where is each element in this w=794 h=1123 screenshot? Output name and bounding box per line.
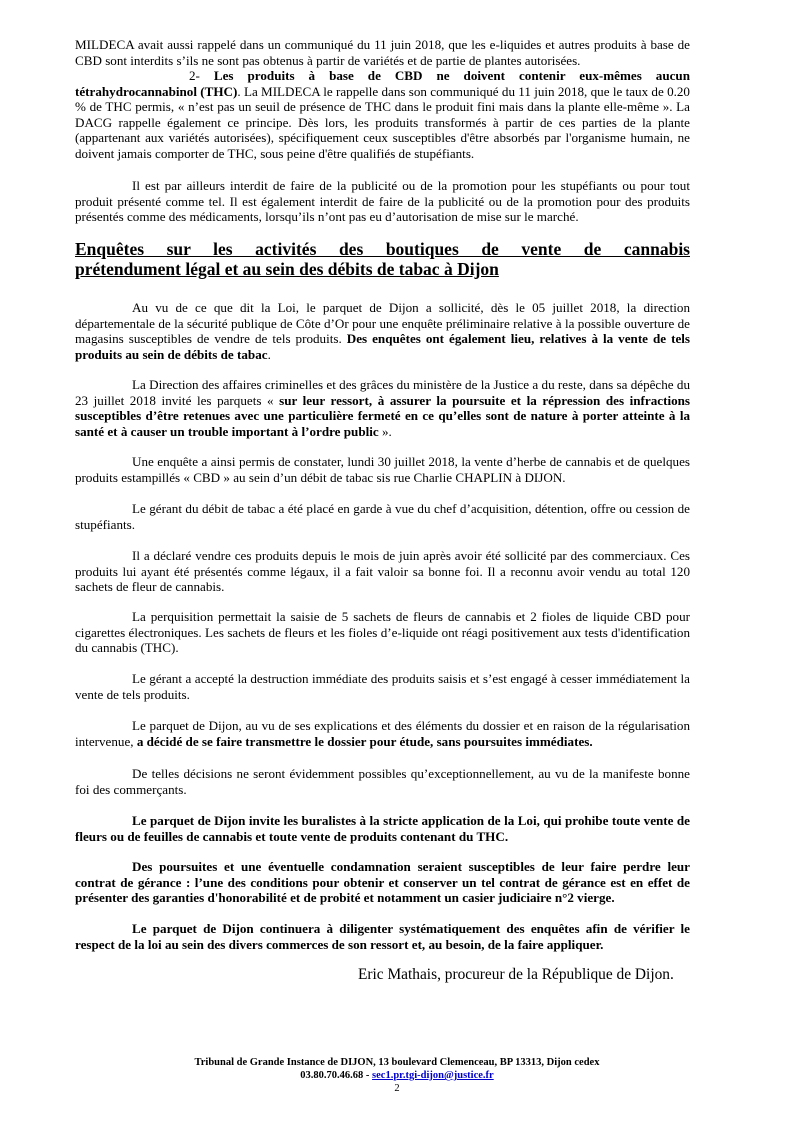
section-heading: [75, 240, 690, 279]
page-footer: [0, 1056, 794, 1095]
intro-paragraph-3: Il est par ailleurs interdit de faire de la publicité ou de la promotion pour les stupéfiants ou pour tout produit présenté comme tel. Il est également interdit de faire de la publicité ou de la promotion pour des produits présentés comme des médicaments, lorsqu’ils n’ont pas eu d’autorisation de mise sur le marché.: [75, 178, 690, 225]
list-number: 2-: [189, 68, 214, 83]
intro-paragraph-2: 2- Les produits à base de CBD ne doivent contenir eux-mêmes aucun tétrahydrocannabinol (THC). La MILDECA le rappelle dans son communiqué du 11 juin 2018, que le taux de 0.20 % de THC permis, « n’est pas un seuil de présence de THC dans le produit fini mais dans la plante elle-même ». La DACG rappelle également ce principe. Dès lors, les produits transformés à partir de ces parties de la plante (appartenant aux variétés autorisées), spécifiquement ceux susceptibles d'être absorbés par l'organisme humain, ne doivent jamais comporter de THC, sous peine d'être qualifiés de stupéfiants.: [75, 68, 690, 161]
body-paragraph-11: Le parquet de Dijon, au vu de ses explications et des éléments du dossier et en raison de la régularisation intervenue, a décidé de se faire transmettre le dossier pour étude, sans poursuites immédiates.: [75, 718, 690, 749]
footer-address: Tribunal de Grande Instance de DIJON, 13 boulevard Clemenceau, BP 13313, Dijon cedex: [194, 1057, 600, 1068]
footer-contact: [0, 1069, 794, 1082]
body-paragraph-5: La Direction des affaires criminelles et des grâces du ministère de la Justice a du reste, dans sa dépêche du 23 juillet 2018 invité les parquets « sur leur ressort, à assurer la poursuite et la répression des infractions susceptibles d’être retenues avec une particulière fermeté en ce qu’elles sont de nature à porter atteinte à la santé et à causer un trouble important à l’ordre public ».: [75, 377, 691, 439]
body-paragraph-10: Le gérant a accepté la destruction immédiate des produits saisis et s’est engagé à cesser immédiatement la vente de tels produits.: [75, 671, 690, 702]
body-paragraph-12: De telles décisions ne seront évidemment possibles qu’exceptionnellement, au vu de la manifeste bonne foi des commerçants.: [75, 766, 690, 797]
body-paragraph-4: Au vu de ce que dit la Loi, le parquet de Dijon a sollicité, dès le 05 juillet 2018, la direction départementale de la sécurité publique de Côte d’Or pour une enquête préliminaire relative à la possible ouverture de magasins susceptibles de vendre de tels produits. Des enquêtes ont également lieu, relatives à la vente de tels produits au sein de débits de tabac.: [75, 300, 690, 362]
body-paragraph-14: Des poursuites et une éventuelle condamnation seraient susceptibles de leur faire perdre leur contrat de gérance : l’une des conditions pour obtenir et conserver un tel contrat de gérance est en effet de présenter des garanties d'honorabilité et de probité et notamment un casier judiciaire n°2 vierge.: [75, 859, 690, 906]
signature: Eric Mathais, procureur de la République de Dijon.: [358, 966, 674, 983]
section-heading-line-1: Enquêtes sur les activités des boutiques de vente de cannabis: [75, 239, 690, 259]
body-paragraph-7: Le gérant du débit de tabac a été placé en garde à vue du chef d’acquisition, détention, offre ou cession de stupéfiants.: [75, 501, 690, 532]
footer-phone: 03.80.70.46.68 -: [300, 1070, 373, 1081]
page-number: 2: [394, 1083, 400, 1094]
body-paragraph-8: Il a déclaré vendre ces produits depuis le mois de juin après avoir été sollicité par des commerciaux. Ces produits lui ayant été présentés comme légaux, il a fait valoir sa bonne foi. Il a reconnu avoir vendu au total 120 sachets de fleur de cannabis.: [75, 548, 690, 595]
body-paragraph-6: Une enquête a ainsi permis de constater, lundi 30 juillet 2018, la vente d’herbe de cannabis et de quelques produits estampillés « CBD » au sein d’un débit de tabac sis rue Charlie CHAPLIN à DIJON.: [75, 454, 690, 485]
thc-rule-bold: Les produits à base de CBD ne doivent contenir eux-mêmes aucun tétrahydrocannabinol (THC): [75, 68, 690, 99]
body-paragraph-9: La perquisition permettait la saisie de 5 sachets de fleurs de cannabis et 2 fioles de liquide CBD pour cigarettes électroniques. Les sachets de fleurs et les fioles d’e-liquide ont réagi positivement aux tests d'identification du cannabis (THC).: [75, 609, 690, 656]
body-paragraph-15: Le parquet de Dijon continuera à diligenter systématiquement des enquêtes afin de vérifier le respect de la loi au sein des divers commerces de son ressort et, au besoin, de la faire appliquer.: [75, 921, 690, 952]
intro-paragraph-1: MILDECA avait aussi rappelé dans un communiqué du 11 juin 2018, que les e-liquides et autres produits à base de CBD sont interdits s’ils ne sont pas obtenus à partir de variétés et de partie de plantes autorisées.: [75, 37, 690, 68]
body-paragraph-13: Le parquet de Dijon invite les buralistes à la stricte application de la Loi, qui prohibe toute vente de fleurs ou de feuilles de cannabis et toute vente de produits contenant du THC.: [75, 813, 690, 844]
footer-email-link[interactable]: sec1.pr.tgi-dijon@justice.fr: [372, 1070, 494, 1081]
section-heading-line-2: prétendument légal et au sein des débits de tabac à Dijon: [75, 258, 499, 279]
